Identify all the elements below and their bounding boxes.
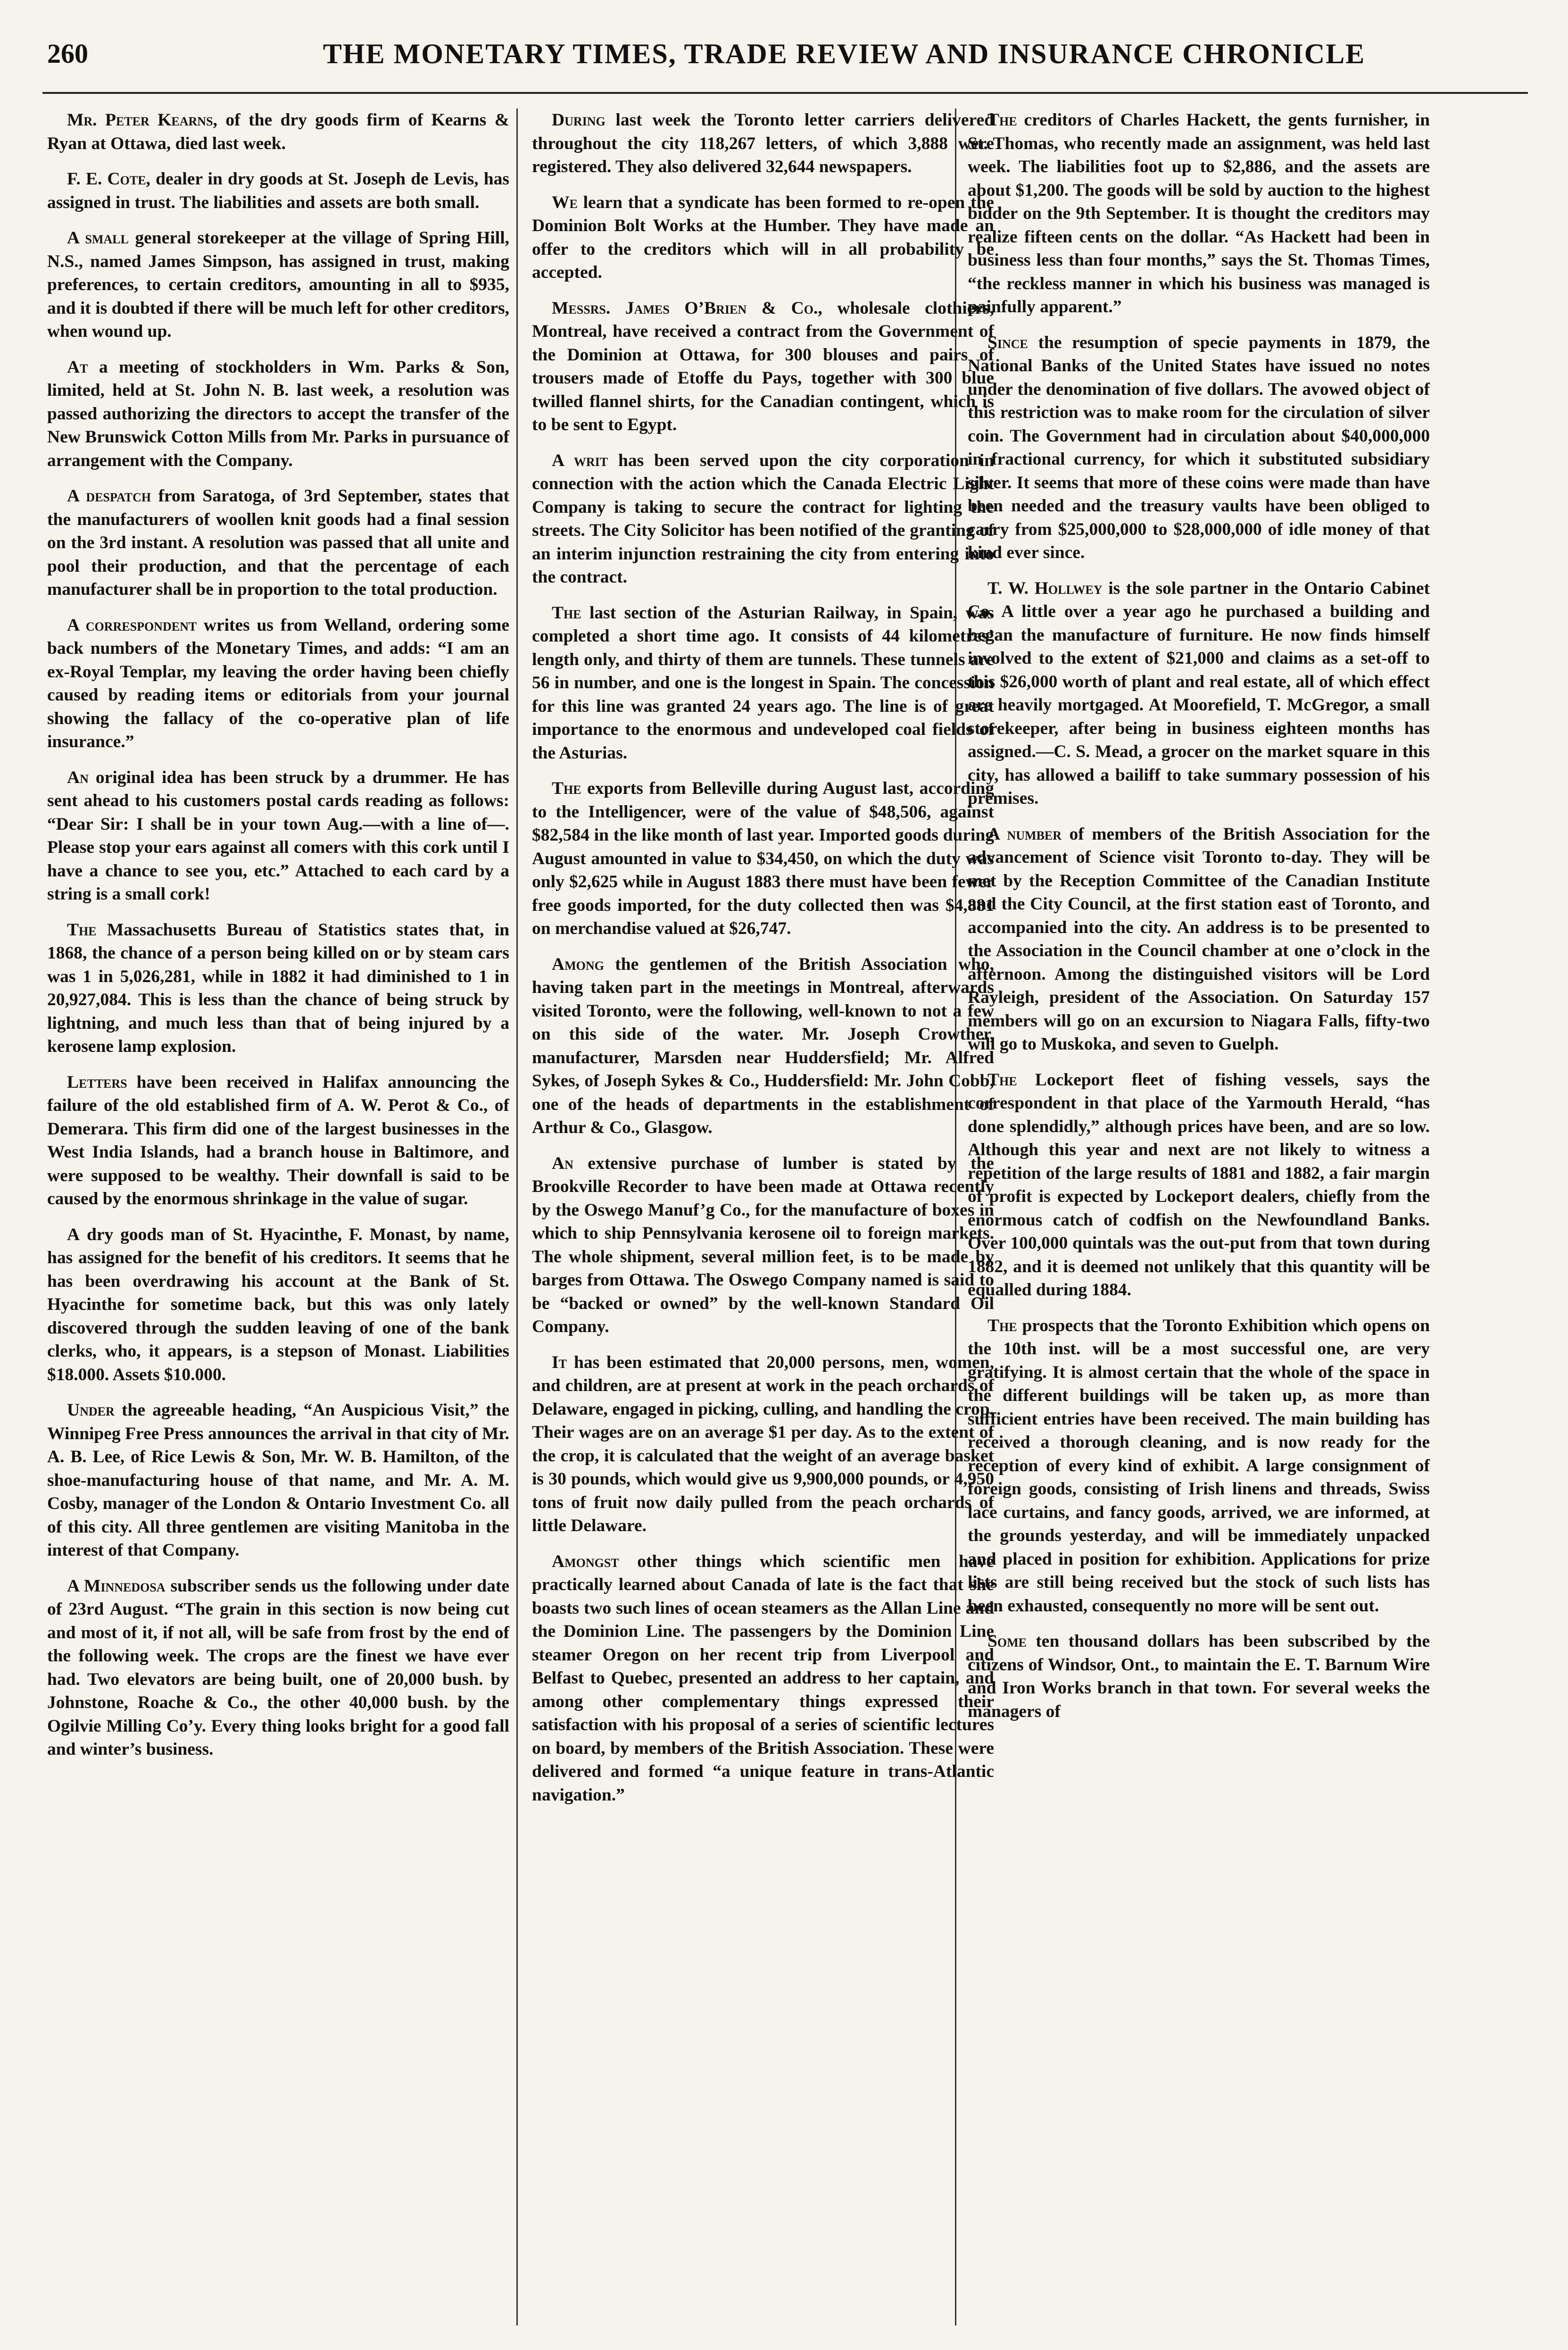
paragraph-lead: A correspondent: [67, 615, 197, 635]
article-paragraph: [47, 108, 509, 155]
article-paragraph: [532, 191, 994, 284]
masthead-title: THE MONETARY TIMES, TRADE REVIEW AND INSURANCE CHRONICLE: [323, 38, 1366, 69]
article-paragraph: [532, 953, 994, 1140]
paragraph-text: Lockeport fleet of fishing vessels, says the correspondent in that place of the Yarmouth Herald, “has done splendidly,” although prices have been, and are so low. Although this year and next are not likely to witness a repetition of the large results of 1881 and 1882, a fair margin of profit is expected by Lockeport dealers, chiefly from the enormous catch of codfish on the Newfoundland Banks. Over 100,000 quintals was the out-put from that town during 1882, and it is deemed not unlikely that this quantity will be equalled during 1884.: [968, 1070, 1430, 1300]
article-paragraph: [532, 1550, 994, 1807]
paragraph-lead: The: [987, 110, 1017, 130]
paragraph-text: Massachusetts Bureau of Statistics states that, in 1868, the chance of a person being killed on or by steam cars was 1 in 5,026,281, while in 1882 it had diminished to 1 in 20,927,084. This is less than the chance of being struck by lightning, and much less than that of being injured by a kerosene lamp explosion.: [47, 920, 509, 1056]
paragraph-lead: Under: [67, 1400, 115, 1420]
article-paragraph: [532, 777, 994, 941]
paragraph-lead: An: [552, 1153, 573, 1173]
paragraph-text: original idea has been struck by a drummer. He has sent ahead to his customers postal cards reading as follows: “Dear Sir: I shall be in your town Aug.—with a line of—. Please stop your ears against all comers with this cork until I have a chance to see you, etc.” Attached to each card by a string is a small cork!: [47, 767, 509, 904]
article-paragraph: [968, 331, 1430, 565]
column-divider-1: [516, 108, 518, 2325]
paragraph-lead: During: [552, 110, 606, 130]
page-header: [38, 38, 1533, 80]
column-3: [968, 108, 1430, 1735]
paragraph-lead: A small: [67, 228, 129, 248]
paragraph-lead: Among: [552, 954, 604, 974]
paragraph-lead: The: [552, 603, 581, 623]
paragraph-text: of members of the British Association for the advancement of Science visit Toronto to-day. They will be met by the Reception Committee of the Canadian Institute and the City Council, at the first station east of Toronto, and accompanied into the city. An address is to be presented to the Association in the Council chamber at one o’clock in the afternoon. Among the distinguished visitors will be Lord Rayleigh, president of the Association. On Saturday 157 members will go on an excursion to Niagara Falls, fifty-two will go to Muskoka, and seven to Guelph.: [968, 824, 1430, 1054]
article-paragraph: [532, 108, 994, 179]
article-paragraph: [532, 1351, 994, 1538]
paragraph-lead: We: [552, 192, 578, 212]
paragraph-lead: The: [987, 1070, 1017, 1090]
paragraph-text: last week the Toronto letter carriers delivered throughout the city 118,267 letters, of which 3,888 were registered. They also delivered 32,644 newspapers.: [532, 110, 994, 176]
paragraph-text: has been estimated that 20,000 persons, men, women, and children, are at present at work in the peach orchards of Delaware, engaged in picking, culling, and handling the crop. Their wages are on an average $1 per day. As to the extent of the crop, it is calculated that the weight of an average basket is 30 pounds, which would give us 9,900,000 pounds, or 4,950 tons of fruit now daily pulled from the peach orchards of little Delaware.: [532, 1352, 994, 1535]
paragraph-lead: Some: [987, 1632, 1027, 1651]
paragraph-lead: A writ: [552, 450, 608, 470]
article-paragraph: [532, 297, 994, 437]
paragraph-lead: A: [67, 1225, 80, 1244]
paragraph-text: from Saratoga, of 3rd September, states that the manufacturers of woollen knit goods had a final session on the 3rd instant. A resolution was passed that all unite and pool their production, and that the percentage of each manufacturer shall be in proportion to the total production.: [47, 486, 510, 599]
paragraph-text: a meeting of stockholders in Wm. Parks & Son, limited, held at St. John N. B. last week, a resolution was passed authorizing the directors to accept the transfer of the New Brunswick Cotton Mills from Mr. Parks in pursuance of arrangement with the Company.: [47, 357, 509, 470]
paragraph-lead: A despatch: [67, 486, 151, 506]
paragraph-text: the resumption of specie payments in 1879, the National Banks of the United States have issued no notes under the denomination of five dollars. The avowed object of this restriction was to make room for the circulation of silver coin. The Government had in circulation about $40,000,000 in fractional currency, for which it substituted subsidiary silver. It seems that more of these coins were made than have been needed and the treasury vaults have been obliged to carry from $25,000,000 to $28,000,000 of idle money of that kind ever since.: [968, 333, 1430, 562]
article-paragraph: [968, 1068, 1430, 1302]
paragraph-lead: T. W. Hollwey: [987, 578, 1103, 598]
paragraph-lead: A Minnedosa: [67, 1576, 166, 1596]
paragraph-text: exports from Belleville during August last, according to the Intelligencer, were of the value of $48,506, against $82,584 in the like month of last year. Imported goods during August amounted in value to $34,450, on which the duty was only $2,625 while in August 1883 there must have been fewer free goods imported, for the duty collected then was $4,881 on merchandise valued at $26,747.: [532, 779, 994, 938]
paragraph-text: the agreeable heading, “An Auspicious Visit,” the Winnipeg Free Press announces the arrival in that city of Mr. A. B. Lee, of Rice Lewis & Son, Mr. W. B. Hamilton, of the shoe-manufacturing house of that name, and Mr. A. M. Cosby, manager of the London & Ontario Investment Co. all of this city. All three gentlemen are visiting Manitoba in the interest of that Company.: [47, 1400, 509, 1560]
column-2: [532, 108, 994, 1819]
paragraph-lead: Since: [987, 333, 1028, 352]
paragraph-text: dry goods man of St. Hyacinthe, F. Monast, by name, has assigned for the benefit of his creditors. It seems that he has been overdrawing his account at the Bank of St. Hyacinthe for sometime back, but this was only lately discovered through the sudden leaving of one of the bank clerks, who, it appears, is a stepson of Monast. Liabilities $18.000. Assets $10.000.: [47, 1225, 509, 1384]
paragraph-lead: At: [67, 357, 88, 377]
paragraph-lead: A number: [987, 824, 1062, 844]
paragraph-text: extensive purchase of lumber is stated by the Brookville Recorder to have been made at Ottawa recently by the Oswego Manuf’g Co., for the manufacture of boxes in which to ship Pennsylvania kerosene oil to foreign markets. The whole shipment, several million feet, is to be made by barges from Ottawa. The Oswego Company named is said to be “backed or owned” by the well-known Standard Oil Company.: [532, 1153, 994, 1336]
page-number: 260: [47, 38, 88, 69]
paragraph-text: of the dry goods firm of Kearns & Ryan at Ottawa, died last week.: [47, 110, 509, 153]
paragraph-text: general storekeeper at the village of Spring Hill, N.S., named James Simpson, has assigned in trust, making preferences, to certain creditors, amounting in all to $935, and it is doubted if there will be much left for other creditors, when wound up.: [47, 228, 509, 341]
paragraph-text: learn that a syndicate has been formed to re-open the Dominion Bolt Works at the Humber. They have made an offer to the creditors which will in all probability be accepted.: [532, 192, 994, 282]
article-paragraph: [47, 766, 509, 906]
paragraph-text: writes us from Welland, ordering some back numbers of the Monetary Times, and adds: “I am an ex-Royal Templar, my leaving the order having been chiefly caused by reading items or editorials from your journal showing the fallacy of the co-operative plan of life insurance.”: [47, 615, 509, 751]
paragraph-text: have been received in Halifax announcing the failure of the old established firm of A. W. Perot & Co., of Demerara. This firm did one of the largest businesses in the West India Islands, had a branch house in Baltimore, and were supposed to be wealthy. Their downfall is said to be caused by the enormous shrinkage in the value of sugar.: [47, 1072, 509, 1208]
paragraph-text: last section of the Asturian Railway, in Spain, was completed a short time ago. It consists of 44 kilometres’ length only, and thirty of them are tunnels. These tunnels are 56 in number, and one is the longest in Spain. The concession for this line was granted 24 years ago. The line is of great importance to the enormous and undeveloped coal fields of the Asturias.: [532, 603, 994, 763]
paragraph-lead: The: [67, 920, 97, 940]
paragraph-lead: An: [67, 767, 89, 787]
article-paragraph: [968, 823, 1430, 1056]
paragraph-text: dealer in dry goods at St. Joseph de Levis, has assigned in trust. The liabilities and assets are both small.: [47, 169, 510, 212]
article-paragraph: [47, 918, 509, 1058]
article-paragraph: [47, 226, 509, 343]
article-paragraph: [47, 1071, 509, 1211]
header-rule: [42, 92, 1528, 94]
article-paragraph: [47, 1223, 509, 1387]
paragraph-text: other things which scientific men have practically learned about Canada of late is the fact that she boasts two such lines of ocean steamers as the Allan Line and the Dominion Line. The passengers by the Dominion Line steamer Oregon on her recent trip from Liverpool and Belfast to Quebec, presented an address to her captain, and among other complementary things expressed their satisfaction with his proposal of a series of scientific lectures on board, by members of the British Association. These were delivered and formed “a unique feature in trans-Atlantic navigation.”: [532, 1551, 994, 1805]
article-paragraph: [968, 1314, 1430, 1618]
article-paragraph: [47, 167, 509, 214]
article-paragraph: [47, 1399, 509, 1562]
paragraph-text: subscriber sends us the following under date of 23rd August. “The grain in this section is now being cut and most of it, if not all, will be safe from frost by the end of the following week. The crops are the finest we have ever had. Two elevators are being built, one of 20,000 bush. by Johnstone, Roache & Co., the other 40,000 bush. by the Ogilvie Milling Co’y. Every thing looks bright for a good fall and winter’s business.: [47, 1576, 510, 1759]
paragraph-lead: Mr. Peter Kearns,: [67, 110, 217, 130]
paragraph-text: prospects that the Toronto Exhibition which opens on the 10th inst. will be a most successful one, are very gratifying. It is almost certain that the whole of the space in the different buildings will be taken up, as more than sufficient entries have been received. The main building has received a thorough cleaning, and is now ready for the reception of every kind of exhibit. A large consignment of foreign goods, consisting of Irish linens and threads, Swiss lace curtains, and fancy goods, arrived, we are informed, at the grounds yesterday, and will be immediately unpacked and placed in position for exhibition. Applications for prize lists are still being received but the stock of such lists has been exhausted, consequently no more will be sent out.: [968, 1316, 1430, 1616]
paragraph-lead: F. E. Cote,: [67, 169, 150, 189]
paragraph-text: is the sole partner in the Ontario Cabinet Co. A little over a year ago he purchased a building and began the manufacture of furniture. He now finds himself involved to the extent of $21,000 and claims as a set-off to this $26,000 worth of plant and real estate, all of which effect are heavily mortgaged. At Moorefield, T. McGregor, a small storekeeper, after being in business eighteen months has assigned.—C. S. Mead, a grocer on the market square in this city, has allowed a bailiff to take summary possession of his premises.: [968, 578, 1430, 808]
article-paragraph: [47, 1575, 509, 1761]
article-paragraph: [532, 449, 994, 589]
article-paragraph: [968, 108, 1430, 319]
paragraph-lead: The: [987, 1316, 1017, 1335]
article-paragraph: [47, 356, 509, 473]
paragraph-text: the gentlemen of the British Association who, having taken part in the meetings in Montreal, afterwards visited Toronto, were the following, well-known to not a few on this side of the water. Mr. Joseph Crowther, manufacturer, Marsden near Huddersfield; Mr. Alfred Sykes, of Joseph Sykes & Co., Huddersfield: Mr. John Cobb, one of the heads of departments in the establishment of Arthur & Co., Glasgow.: [532, 954, 994, 1137]
paragraph-text: has been served upon the city corporation in connection with the action which the Canada Electric Light Company is taking to secure the contract for lighting the streets. The City Solicitor has been notified of the granting of an interim injunction restraining the city from entering into the contract.: [532, 450, 995, 587]
paragraph-text: ten thousand dollars has been subscribed by the citizens of Windsor, Ont., to maintain the E. T. Barnum Wire and Iron Works branch in that town. For several weeks the managers of: [968, 1632, 1430, 1721]
paragraph-lead: Letters: [67, 1072, 127, 1092]
paragraph-text: creditors of Charles Hackett, the gents furnisher, in St. Thomas, who recently made an assignment, was held last week. The liabilities foot up to $2,886, and the assets are about $1,200. The goods will be sold by auction to the highest bidder on the 9th September. It is thought the creditors may realize fifteen cents on the dollar. “As Hackett had been in business less than four months,” says the St. Thomas Times, “the reckless manner in which his business was managed is painfully apparent.”: [968, 110, 1430, 317]
column-1: [47, 108, 509, 1774]
article-paragraph: [47, 614, 509, 754]
paragraph-lead: Messrs. James O’Brien & Co.,: [552, 298, 822, 318]
paragraph-lead: The: [552, 779, 581, 798]
paragraph-text: wholesale clothiers, Montreal, have received a contract from the Government of the Dominion at Ottawa, for 300 blouses and pairs of trousers made of Etoffe du Pays, together with 300 blue twilled flannel shirts, for the Canadian contingent, which is to be sent to Egypt.: [532, 298, 994, 434]
paragraph-lead: It: [552, 1352, 567, 1372]
article-paragraph: [532, 1152, 994, 1339]
article-paragraph: [532, 601, 994, 765]
article-paragraph: [968, 1630, 1430, 1723]
article-paragraph: [47, 484, 509, 601]
paragraph-lead: Amongst: [552, 1551, 619, 1571]
article-paragraph: [968, 577, 1430, 810]
